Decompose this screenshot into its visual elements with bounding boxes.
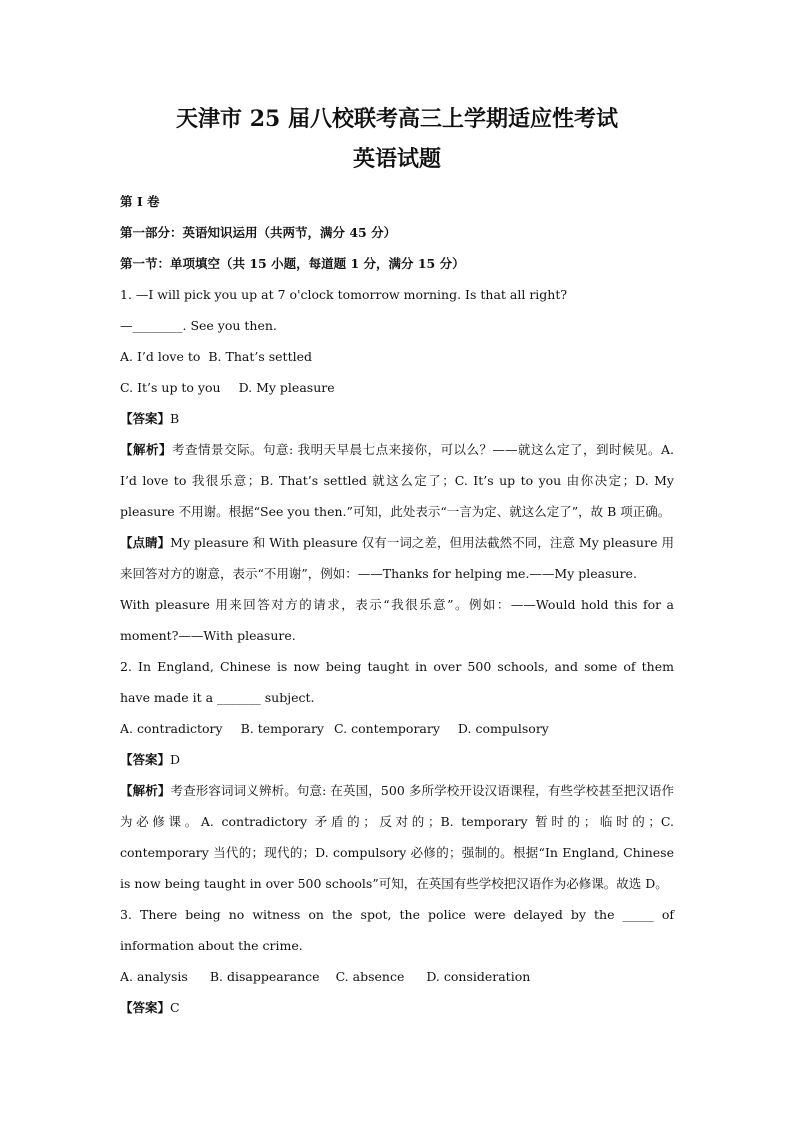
q2-option-b: B. temporary <box>240 721 324 736</box>
q2-options-row <box>120 713 674 744</box>
q3-option-c: C. absence <box>335 969 405 984</box>
q1-reply: —________. See you then. <box>120 318 277 333</box>
q1-stem: 1. —I will pick you up at 7 o'clock tomorrow morning. Is that all right? <box>120 287 568 302</box>
q2-option-d: D. compulsory <box>457 721 549 736</box>
q1-analysis-tag: 【解析】 <box>120 442 172 457</box>
q1-option-c: C. It’s up to you <box>120 380 221 395</box>
q1-answer-tag: 【答案】 <box>120 411 171 426</box>
exam-title: 天津市 25 届八校联考高三上学期适应性考试 <box>176 106 618 132</box>
q2-answer <box>120 744 674 775</box>
q3-options-row <box>120 961 674 992</box>
volume-heading: 第 I 卷 <box>120 194 160 209</box>
q1-tip-tag: 【点睛】 <box>120 535 171 550</box>
q1-tip <box>120 527 674 589</box>
q2-analysis <box>120 775 674 899</box>
q1-analysis <box>120 434 674 527</box>
q1-options-row-1 <box>120 341 674 372</box>
q1-options-row-2 <box>120 372 674 403</box>
q2-answer-tag: 【答案】 <box>120 752 171 767</box>
q1-tip-continued: With pleasure 用来回答对方的请求，表示“我很乐意”。例如：——Would hold this for a moment?——With pleasure. <box>120 597 674 643</box>
page-content <box>120 100 674 1023</box>
q1-analysis-text: 考查情景交际。句意: 我明天早晨七点来接你，可以么？——就这么定了，到时候见。A. I’d love to 我很乐意；B. That’s settled 就这么定了；C. It’s up to you 由你决定；D. My pleasure 不用谢。根据“See you then.”可知，此处表示“一言为定、就这么定了”，故 B 项正确。 <box>120 442 674 519</box>
q2-option-a: A. contradictory <box>120 721 223 736</box>
q3-answer-tag: 【答案】 <box>120 1000 171 1015</box>
q2-analysis-text: 考查形容词词义辨析。句意: 在英国，500 多所学校开设汉语课程，有些学校甚至把汉语作为必修课。A. contradictory 矛盾的；反对的；B. temporary 暂时的；临时的；C. contemporary 当代的；现代的；D. compulsory 必修的；强制的。根据“In England, Chinese is now being taught in over 500 schools”可知，在英国有些学校把汉语作为必修课。故选 D。 <box>120 783 674 891</box>
part-heading: 第一部分：英语知识运用（共两节，满分 45 分） <box>120 225 397 240</box>
section-heading: 第一节：单项填空（共 15 小题，每道题 1 分，满分 15 分） <box>120 256 465 271</box>
q3-stem: 3. There being no witness on the spot, the police were delayed by the _____ of information about the crime. <box>120 907 674 953</box>
q2-answer-value: D <box>170 752 181 767</box>
q1-option-d: D. My pleasure <box>238 380 335 395</box>
q1-option-a: A. I’d love to <box>120 349 201 364</box>
q3-option-a: A. analysis <box>120 969 188 984</box>
q1-tip-text: My pleasure 和 With pleasure 仅有一词之差，但用法截然不同，注意 My pleasure 用来回答对方的谢意，表示“不用谢”，例如：——Thanks for helping me.——My pleasure. <box>120 535 674 581</box>
exam-subtitle: 英语试题 <box>352 146 441 172</box>
q1-answer <box>120 403 674 434</box>
q3-option-d: D. consideration <box>426 969 531 984</box>
q1-option-b: B. That’s settled <box>208 349 312 364</box>
q3-option-b: B. disappearance <box>209 969 320 984</box>
q2-option-c: C. contemporary <box>334 721 440 736</box>
q1-answer-value: B <box>170 411 180 426</box>
q2-stem: 2. In England, Chinese is now being taught in over 500 schools, and some of them have made it a _______ subject. <box>120 659 674 705</box>
q2-analysis-tag: 【解析】 <box>120 783 171 798</box>
q3-answer <box>120 992 674 1023</box>
q3-answer-value: C <box>170 1000 180 1015</box>
